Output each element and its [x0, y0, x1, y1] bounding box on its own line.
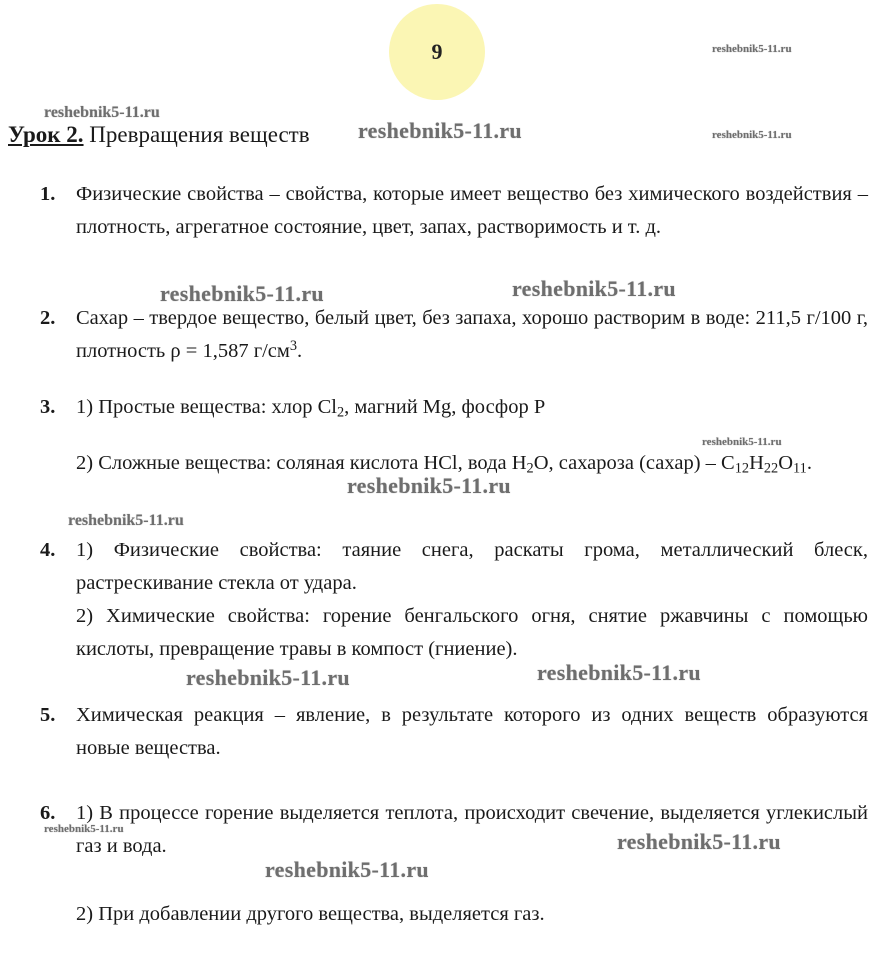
- answer-5: [40, 699, 868, 765]
- answer-number: 4.: [40, 539, 56, 561]
- answer-2: [40, 302, 868, 368]
- answer-text-part: .: [806, 452, 812, 474]
- answer-text: [76, 302, 868, 368]
- answer-part-2: 2) Химические свойства: горение бенгальского огня, снятие ржавчины с помощью кислоты, превращение травы в компост (гниение).: [76, 605, 868, 660]
- watermark: reshebnik5-11.ru: [712, 43, 792, 55]
- answer-part-1: 1) В процессе горение выделяется теплота, происходит свечение, выделяется углекислый газ и вода.: [76, 802, 868, 857]
- watermark: reshebnik5-11.ru: [186, 665, 350, 690]
- answer-text-part: Сахар – твердое вещество, белый цвет, без запаха, хорошо растворим в воде: 211,5 г/100 г, плотность ρ = 1,587 г/см: [76, 307, 868, 362]
- answer-text-part: , магний Mg, фосфор P: [344, 396, 546, 418]
- answer-number: 1.: [40, 183, 56, 205]
- watermark: reshebnik5-11.ru: [712, 129, 792, 141]
- watermark: reshebnik5-11.ru: [160, 281, 324, 306]
- subscript: 2: [337, 404, 345, 421]
- subscript: 11: [793, 460, 807, 477]
- watermark: reshebnik5-11.ru: [347, 473, 511, 498]
- watermark: reshebnik5-11.ru: [44, 823, 124, 835]
- answer-1: [40, 178, 868, 244]
- watermark: reshebnik5-11.ru: [537, 660, 701, 685]
- answer-6-part-2: [40, 898, 868, 931]
- answer-text-part: .: [297, 340, 303, 362]
- answer-4: [40, 534, 868, 666]
- answer-text: Химическая реакция – явление, в результате которого из одних веществ образуются новые вещества.: [76, 704, 868, 759]
- answer-number: 2.: [40, 307, 56, 329]
- answer-text: Физические свойства – свойства, которые имеет вещество без химического воздействия – плотность, агрегатное состояние, цвет, запах, растворимость и т. д.: [76, 183, 868, 238]
- answer-part-1: 1) Физические свойства: таяние снега, раскаты грома, металлический блеск, растрескивание стекла от удара.: [76, 539, 868, 594]
- page-number: 9: [431, 39, 443, 64]
- page-number-badge: [389, 4, 485, 100]
- lesson-number: Урок 2.: [8, 122, 84, 147]
- answer-text-part: 1) Простые вещества: хлор Cl: [76, 396, 337, 418]
- lesson-title: [8, 122, 310, 148]
- watermark: reshebnik5-11.ru: [617, 829, 781, 854]
- watermark: reshebnik5-11.ru: [702, 436, 782, 448]
- watermark: reshebnik5-11.ru: [68, 512, 184, 529]
- subscript: 2: [526, 460, 534, 477]
- superscript: 3: [289, 337, 298, 354]
- answer-part-2: 2) При добавлении другого вещества, выделяется газ.: [76, 903, 545, 925]
- answer-text-part: H: [749, 452, 764, 474]
- answer-number: 3.: [40, 396, 56, 418]
- answer-3: [40, 391, 868, 424]
- watermark: reshebnik5-11.ru: [512, 276, 676, 301]
- answer-text-part: O, сахароза (сахар) – C: [533, 452, 735, 474]
- answer-number: 6.: [40, 802, 56, 824]
- watermark: reshebnik5-11.ru: [358, 118, 522, 143]
- watermark: reshebnik5-11.ru: [44, 104, 160, 121]
- subscript: 12: [734, 460, 750, 477]
- answer-number: 5.: [40, 704, 56, 726]
- answer-text-part: 2) Сложные вещества: соляная кислота HCl, вода H: [76, 452, 527, 474]
- lesson-topic: Превращения веществ: [89, 122, 310, 147]
- subscript: 22: [763, 460, 779, 477]
- answer-part-1: [76, 391, 868, 424]
- watermark: reshebnik5-11.ru: [265, 857, 429, 882]
- answer-text-part: O: [778, 452, 794, 474]
